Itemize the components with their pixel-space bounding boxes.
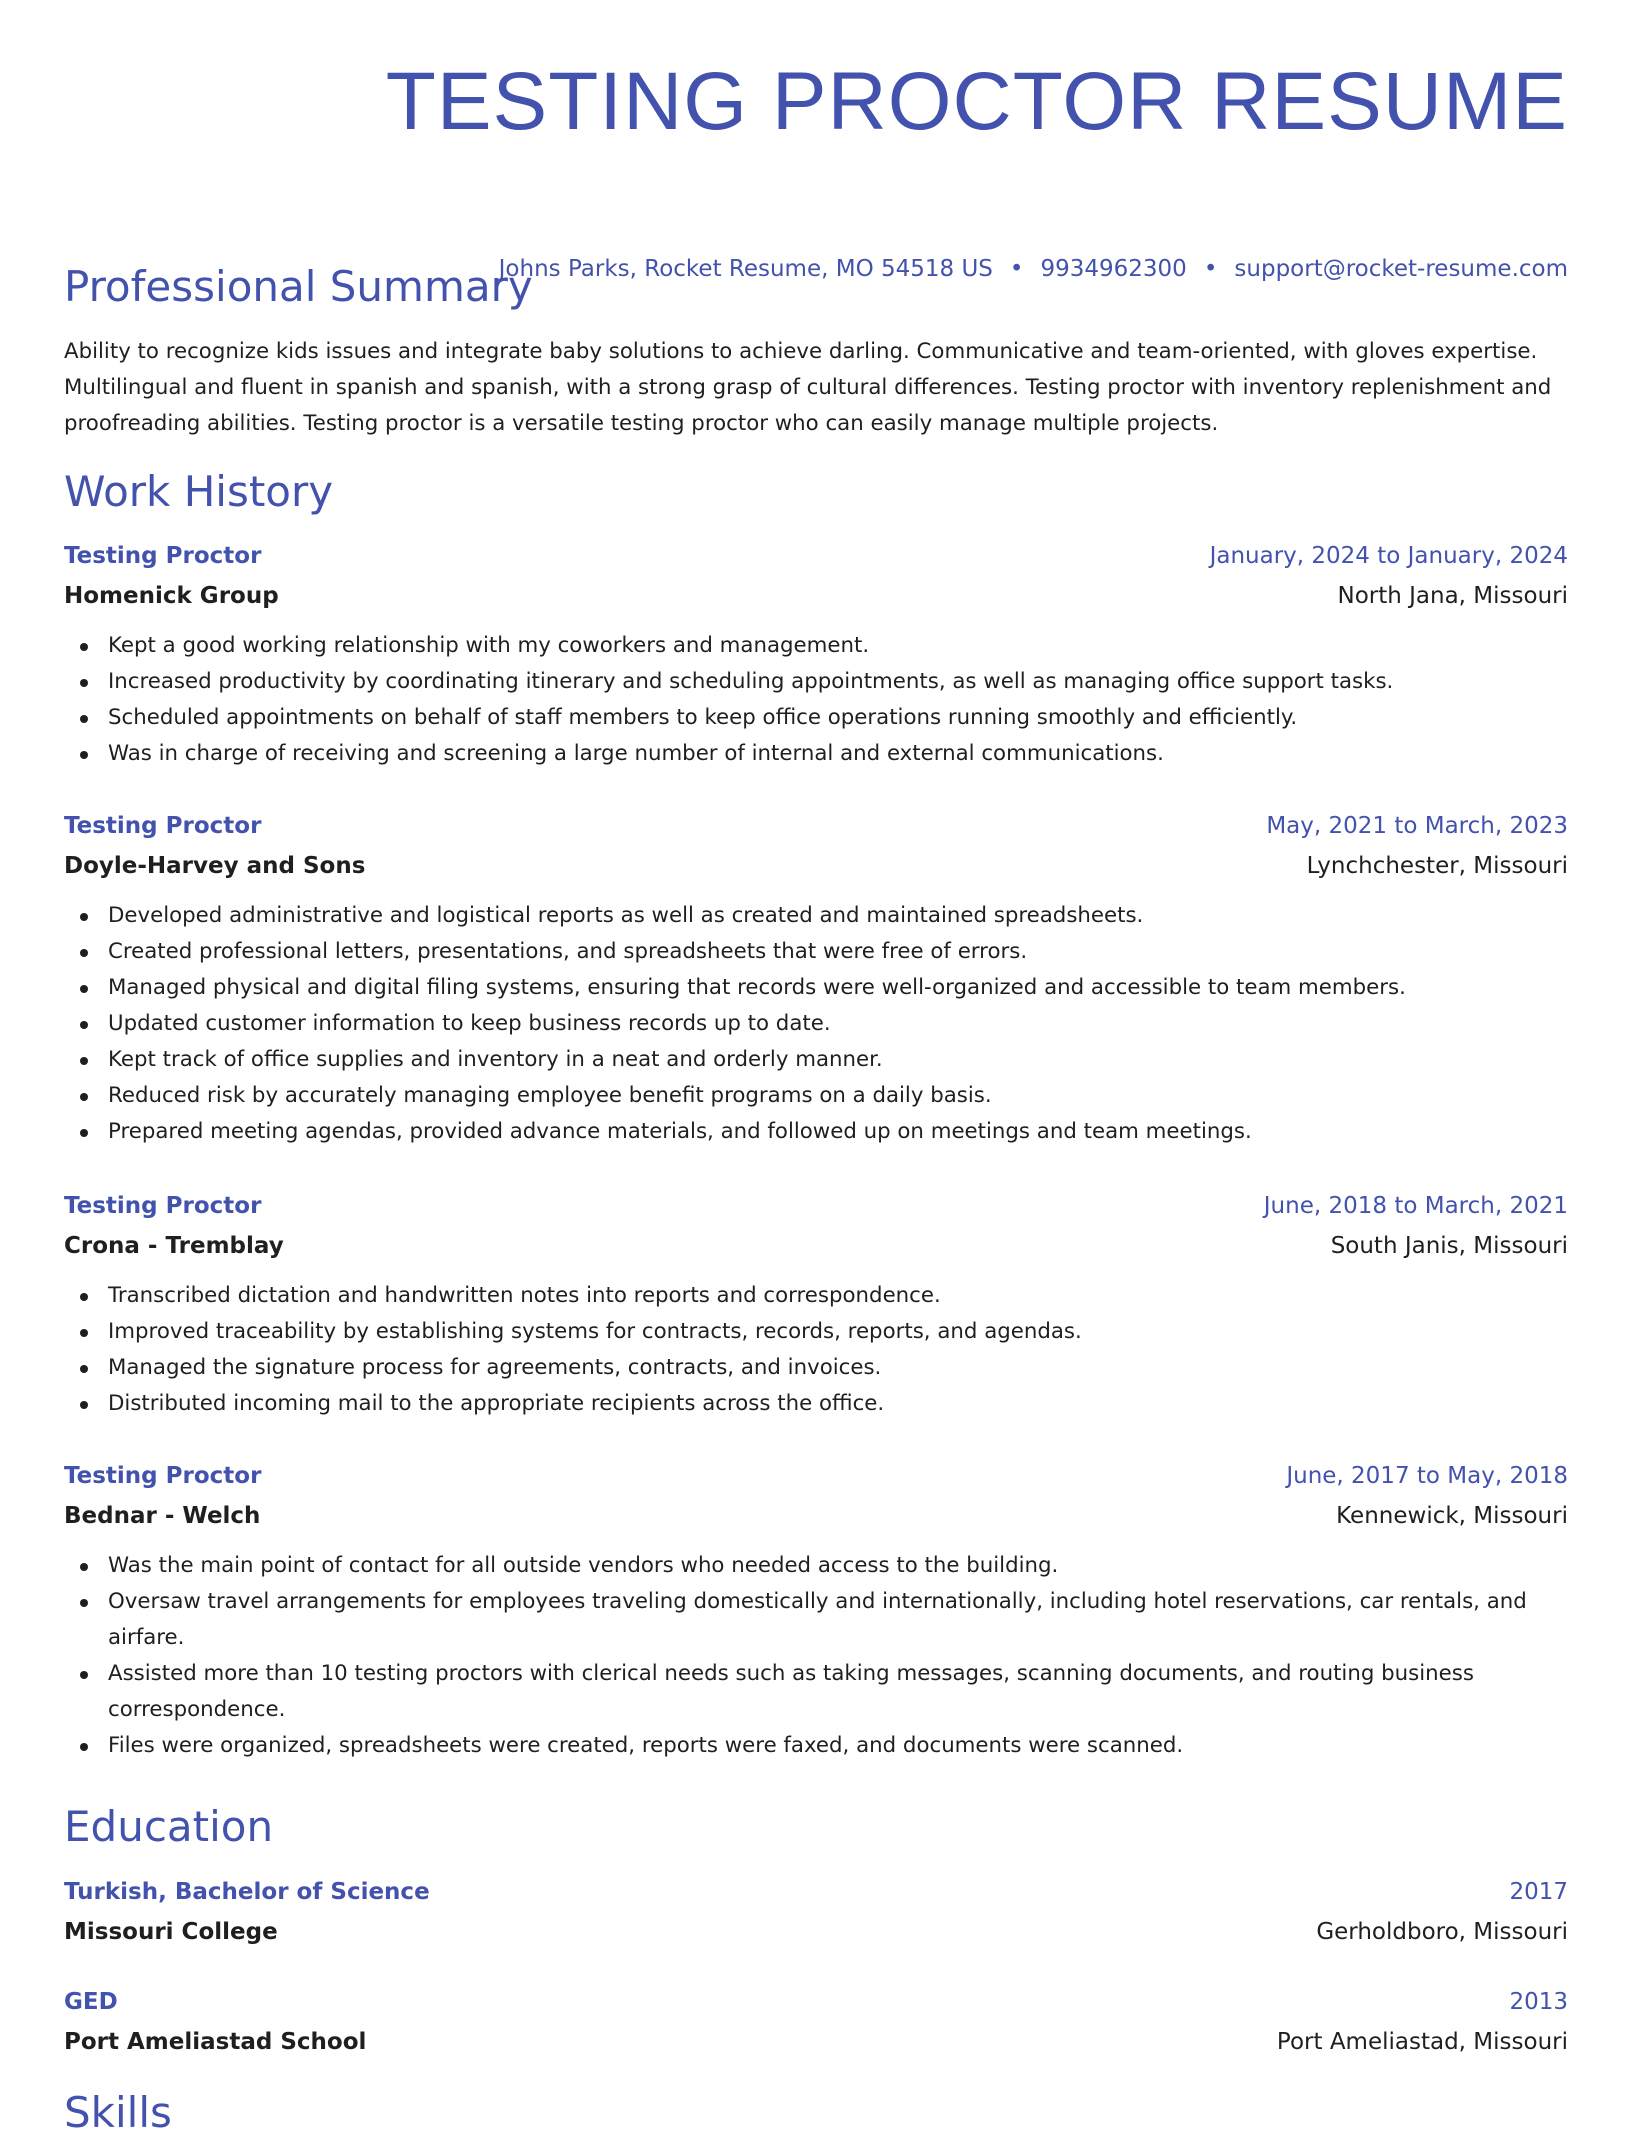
education-school: Missouri College bbox=[64, 1919, 278, 1945]
job-bullet: Transcribed dictation and handwritten notes into reports and correspondence. bbox=[64, 1278, 1568, 1314]
job-bullet: Scheduled appointments on behalf of staff members to keep office operations running smoothly and efficiently. bbox=[64, 700, 1568, 736]
job-dates: January, 2024 to January, 2024 bbox=[1209, 543, 1568, 569]
job-bullet: Updated customer information to keep business records up to date. bbox=[64, 1006, 1568, 1042]
contact-line bbox=[499, 256, 1568, 282]
job-bullet: Reduced risk by accurately managing employee benefit programs on a daily basis. bbox=[64, 1078, 1568, 1114]
job-dates: June, 2018 to March, 2021 bbox=[1263, 1193, 1568, 1219]
job-bullet: Developed administrative and logistical reports as well as created and maintained spreadsheets. bbox=[64, 898, 1568, 934]
contact-email[interactable]: support@rocket-resume.com bbox=[1234, 256, 1568, 282]
job-company: Bednar - Welch bbox=[64, 1503, 261, 1529]
job-bullets bbox=[64, 1278, 1568, 1422]
job-company: Homenick Group bbox=[64, 583, 279, 609]
job-bullet: Distributed incoming mail to the appropriate recipients across the office. bbox=[64, 1386, 1568, 1422]
job-bullet: Increased productivity by coordinating itinerary and scheduling appointments, as well as managing office support tasks. bbox=[64, 664, 1568, 700]
education-heading: Education bbox=[64, 1802, 274, 1851]
job-entry bbox=[64, 806, 1568, 1150]
job-bullet: Files were organized, spreadsheets were created, reports were faxed, and documents were scanned. bbox=[64, 1728, 1568, 1764]
job-bullets bbox=[64, 898, 1568, 1150]
job-location: Kennewick, Missouri bbox=[1336, 1503, 1568, 1529]
work-history-heading: Work History bbox=[64, 467, 334, 516]
education-location: Port Ameliastad, Missouri bbox=[1276, 2029, 1568, 2055]
education-degree: GED bbox=[64, 1989, 118, 2015]
job-bullet: Oversaw travel arrangements for employees traveling domestically and internationally, including hotel reservations, car rentals, and airfare. bbox=[64, 1584, 1568, 1656]
job-dates: May, 2021 to March, 2023 bbox=[1266, 813, 1568, 839]
job-entry bbox=[64, 1456, 1568, 1764]
job-entry bbox=[64, 1186, 1568, 1422]
contact-address: Johns Parks, Rocket Resume, MO 54518 US bbox=[498, 256, 993, 282]
job-bullet: Managed the signature process for agreements, contracts, and invoices. bbox=[64, 1350, 1568, 1386]
job-dates: June, 2017 to May, 2018 bbox=[1286, 1463, 1568, 1489]
contact-phone: 9934962300 bbox=[1040, 256, 1187, 282]
education-location: Gerholdboro, Missouri bbox=[1316, 1919, 1568, 1945]
job-role: Testing Proctor bbox=[64, 813, 262, 839]
resume-header bbox=[64, 0, 1568, 152]
job-bullet: Improved traceability by establishing systems for contracts, records, reports, and agendas. bbox=[64, 1314, 1568, 1350]
job-role: Testing Proctor bbox=[64, 1193, 262, 1219]
job-location: Lynchchester, Missouri bbox=[1306, 853, 1568, 879]
education-year: 2013 bbox=[1509, 1989, 1568, 2015]
job-bullet: Kept track of office supplies and inventory in a neat and orderly manner. bbox=[64, 1042, 1568, 1078]
job-company: Crona - Tremblay bbox=[64, 1233, 284, 1259]
education-year: 2017 bbox=[1509, 1879, 1568, 1905]
job-entry bbox=[64, 536, 1568, 772]
job-bullet: Prepared meeting agendas, provided advance materials, and followed up on meetings and team meetings. bbox=[64, 1114, 1568, 1150]
job-bullets bbox=[64, 1548, 1568, 1764]
contact-separator: • bbox=[1203, 256, 1218, 282]
job-company: Doyle-Harvey and Sons bbox=[64, 853, 366, 879]
skills-heading: Skills bbox=[64, 2088, 172, 2137]
education-entry bbox=[64, 1982, 1568, 2062]
job-bullet: Created professional letters, presentations, and spreadsheets that were free of errors. bbox=[64, 934, 1568, 970]
job-bullet: Managed physical and digital filing systems, ensuring that records were well-organized and accessible to team members. bbox=[64, 970, 1568, 1006]
job-role: Testing Proctor bbox=[64, 1463, 262, 1489]
resume-title: TESTING PROCTOR RESUME bbox=[385, 56, 1568, 147]
education-school: Port Ameliastad School bbox=[64, 2029, 367, 2055]
job-bullet: Assisted more than 10 testing proctors with clerical needs such as taking messages, scanning documents, and routing business correspondence. bbox=[64, 1656, 1568, 1728]
job-bullets bbox=[64, 628, 1568, 772]
education-degree: Turkish, Bachelor of Science bbox=[64, 1879, 430, 1905]
job-location: North Jana, Missouri bbox=[1337, 583, 1568, 609]
job-role: Testing Proctor bbox=[64, 543, 262, 569]
summary-text: Ability to recognize kids issues and integrate baby solutions to achieve darling. Communicative and team-oriented, with gloves expertise. Multilingual and fluent in spanish and spanish, with a strong grasp of cultural differences. Testing proctor with inventory replenishment and proofreading abilities. Testing proctor is a versatile testing proctor who can easily manage multiple projects. bbox=[64, 339, 1552, 436]
job-bullet: Was the main point of contact for all outside vendors who needed access to the building. bbox=[64, 1548, 1568, 1584]
job-location: South Janis, Missouri bbox=[1330, 1233, 1568, 1259]
job-bullet: Was in charge of receiving and screening a large number of internal and external communications. bbox=[64, 736, 1568, 772]
contact-separator: • bbox=[1009, 256, 1024, 282]
summary-heading: Professional Summary bbox=[64, 262, 533, 311]
job-bullet: Kept a good working relationship with my coworkers and management. bbox=[64, 628, 1568, 664]
education-entry bbox=[64, 1872, 1568, 1952]
